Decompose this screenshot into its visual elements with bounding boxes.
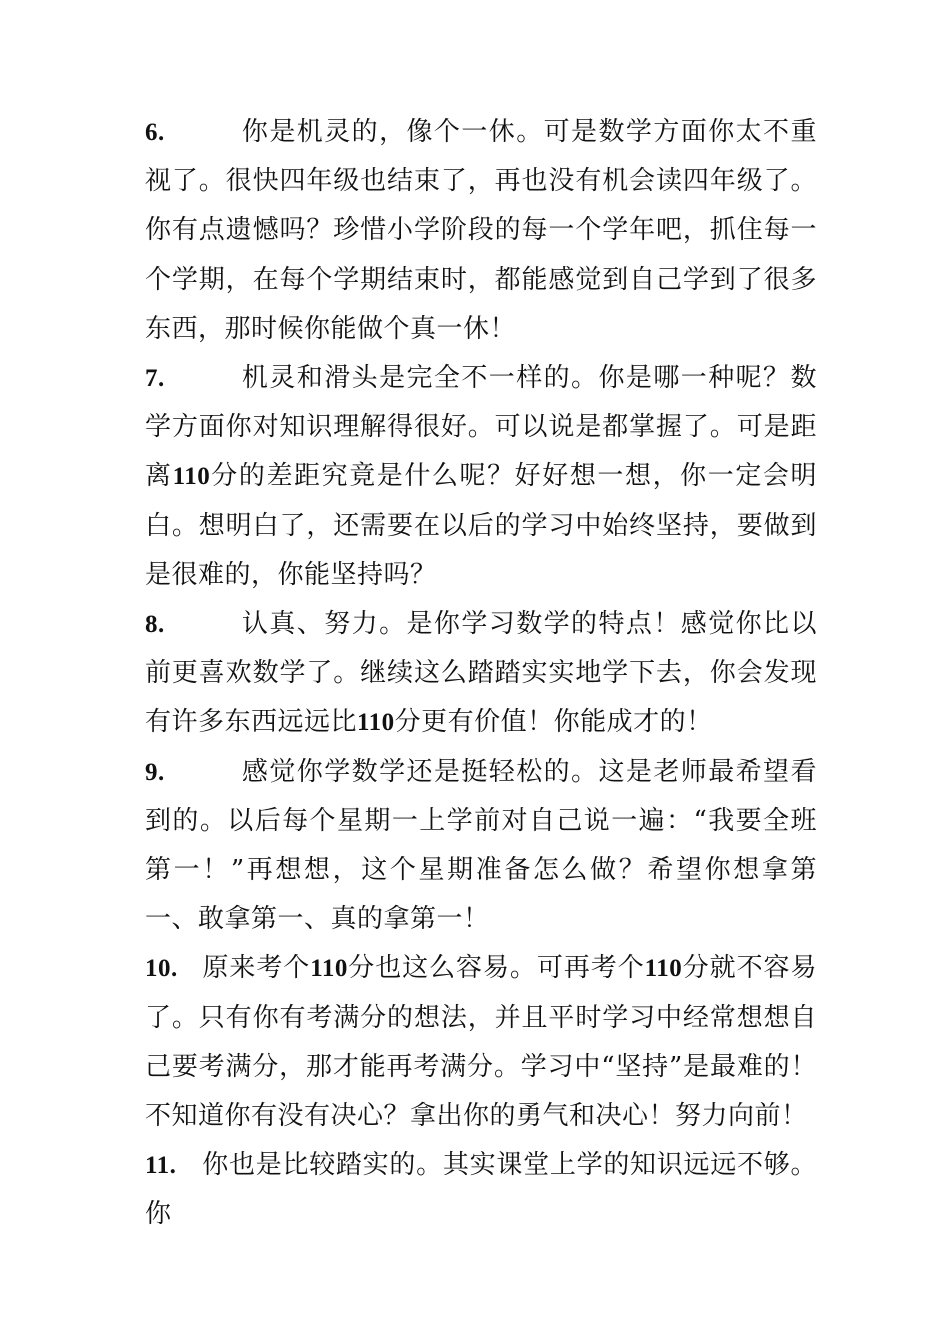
item-text: 感觉你学数学还是挺轻松的。这是老师最希望看到的。以后每个星期一上学前对自己说一遍：“我要全班第一！”再想想，这个星期准备怎么做？希望你想拿第一、敢拿第一、真的拿第一！	[145, 756, 817, 935]
item-number: 6.	[145, 119, 165, 146]
item-number: 8.	[145, 611, 165, 639]
item-number: 11.	[145, 1152, 177, 1180]
item-text: 你也是比较踏实的。其实课堂上学的知识远远不够。你	[145, 1150, 817, 1230]
comment-item-8	[145, 600, 817, 748]
item-text: 分更有价值！你能成才的！	[394, 707, 713, 738]
item-text: 分的差距究竟是什么呢？好好想一想，你一定会明白。想明白了，还需要在以后的学习中始终坚持，要做到是很难的，你能坚持吗？	[145, 461, 817, 590]
item-text: 机灵和滑头是完全不一样的。你是哪一种呢？数学方面你对知识理解得很好。可以说是都掌握了。可是距离	[145, 363, 817, 492]
item-text: 你是机灵的，像个一休。可是数学方面你太不重视了。很快四年级也结束了，再也没有机会读四年级了。你有点遗憾吗？珍惜小学阶段的每一个学年吧，抓住每一个学期，在每个学期结束时，都能感觉到自己学到了很多东西，那时候你能做个真一休！	[145, 117, 817, 344]
score-value: 110	[310, 955, 348, 983]
item-text: 分也这么容易。可再考个	[347, 953, 645, 984]
score-value: 110	[644, 955, 683, 983]
item-number: 10.	[145, 955, 178, 983]
comment-item-7	[145, 354, 817, 600]
document-page	[145, 108, 817, 1240]
item-number: 7.	[145, 365, 165, 393]
comment-item-9	[145, 748, 817, 945]
comment-item-10	[145, 944, 817, 1141]
score-value: 110	[172, 463, 211, 491]
item-text: 原来考个	[202, 953, 311, 984]
item-text: 分就不容易了。只有你有考满分的想法，并且平时学习中经常想想自己要考满分，那才能再考满分。学习中“坚持”是最难的！不知道你有没有决心？拿出你的勇气和决心！努力向前！	[145, 953, 817, 1132]
score-value: 110	[357, 709, 395, 737]
comment-item-11	[145, 1141, 817, 1239]
item-text: 认真、努力。是你学习数学的特点！感觉你比以前更喜欢数学了。继续这么踏踏实实地学下去，你会发现有许多东西远远比	[145, 609, 817, 738]
item-number: 9.	[145, 758, 165, 786]
comment-item-6	[145, 108, 817, 354]
